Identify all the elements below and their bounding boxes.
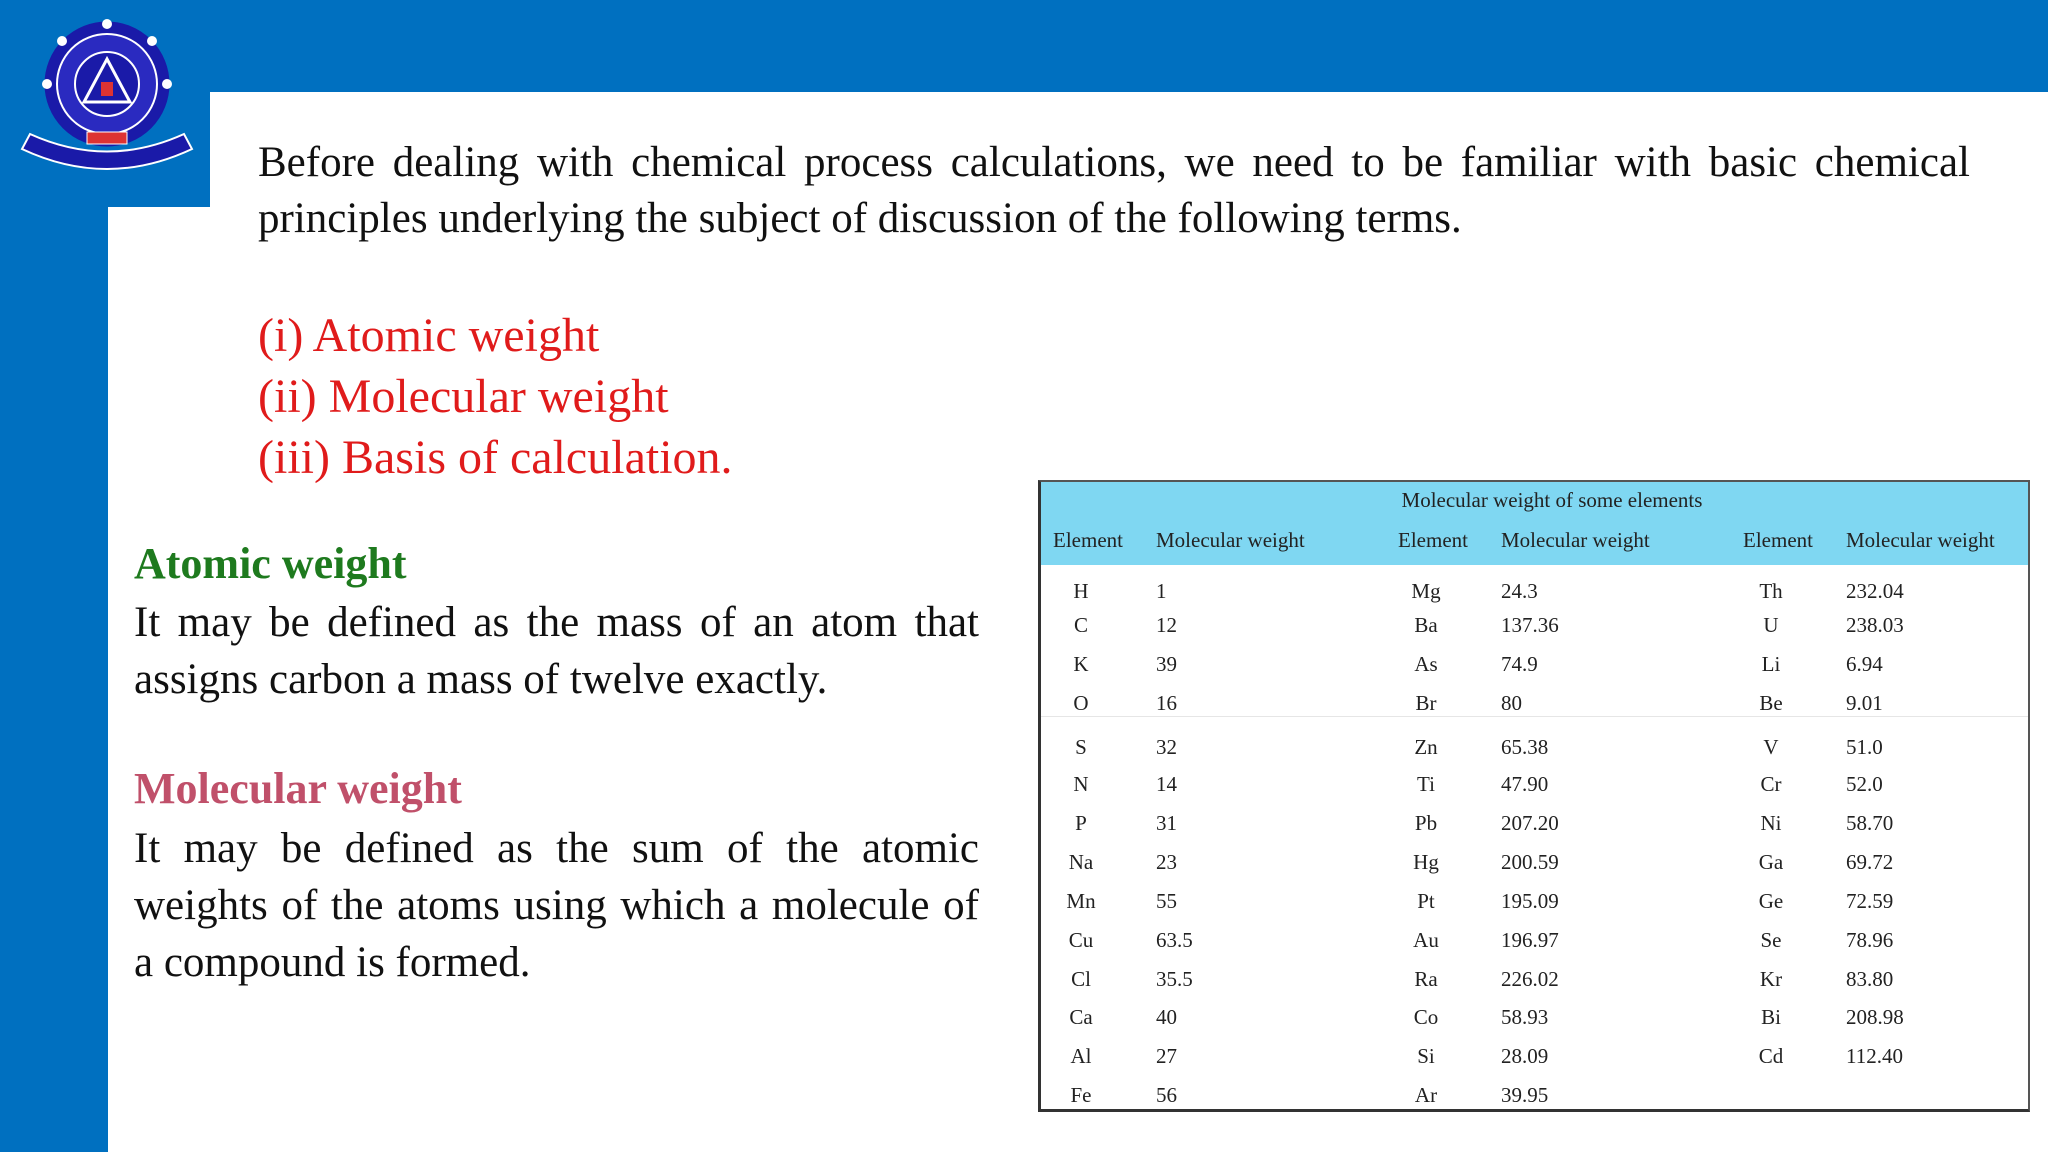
logo-container bbox=[0, 0, 210, 207]
element-symbol: Be bbox=[1759, 691, 1783, 715]
element-weight: 196.97 bbox=[1501, 928, 1559, 952]
element-symbol: Pb bbox=[1414, 811, 1438, 835]
table-title: Molecular weight of some elements bbox=[1401, 488, 1703, 512]
element-symbol: S bbox=[1075, 735, 1087, 759]
element-weight: 40 bbox=[1156, 1005, 1177, 1029]
element-symbol: Ga bbox=[1758, 850, 1784, 874]
column-header: Element bbox=[1053, 528, 1123, 552]
terms-list bbox=[258, 305, 733, 488]
element-weight: 208.98 bbox=[1846, 1005, 1904, 1029]
column-header: Element bbox=[1743, 528, 1813, 552]
element-symbol: Cd bbox=[1758, 1044, 1784, 1068]
column-header: Element bbox=[1398, 528, 1468, 552]
term-item: (i) Atomic weight bbox=[258, 309, 600, 362]
element-weight: 28.09 bbox=[1501, 1044, 1549, 1068]
element-symbol: V bbox=[1763, 735, 1779, 759]
atomic-weight-heading: Atomic weight bbox=[134, 539, 407, 588]
element-symbol: Cu bbox=[1068, 928, 1094, 952]
element-weight: 9.01 bbox=[1846, 691, 1883, 715]
institute-seal-icon bbox=[12, 4, 202, 194]
element-symbol: Na bbox=[1068, 850, 1094, 874]
element-weight: 207.20 bbox=[1501, 811, 1559, 835]
element-symbol: Pt bbox=[1417, 889, 1435, 913]
element-weight: 226.02 bbox=[1501, 967, 1559, 991]
element-symbol: Si bbox=[1417, 1044, 1435, 1068]
element-symbol: Mn bbox=[1066, 889, 1096, 913]
element-symbol: Fe bbox=[1070, 1083, 1092, 1107]
element-weight: 69.72 bbox=[1846, 850, 1894, 874]
element-symbol: Co bbox=[1413, 1005, 1439, 1029]
molecular-weight-heading: Molecular weight bbox=[134, 764, 462, 813]
element-symbol: Ge bbox=[1758, 889, 1784, 913]
element-weight: 58.93 bbox=[1501, 1005, 1549, 1029]
element-symbol: Al bbox=[1070, 1044, 1092, 1068]
element-symbol: P bbox=[1075, 811, 1087, 835]
element-weight: 112.40 bbox=[1846, 1044, 1903, 1068]
atomic-weight-definition: It may be defined as the mass of an atom that assigns carbon a mass of twelve exactly. bbox=[134, 599, 979, 703]
element-symbol: Zn bbox=[1414, 735, 1438, 759]
element-weight: 39 bbox=[1156, 652, 1177, 676]
element-symbol: Cr bbox=[1760, 772, 1782, 796]
element-weight: 65.38 bbox=[1501, 735, 1549, 759]
element-weight: 6.94 bbox=[1846, 652, 1883, 676]
molecular-weight-definition: It may be defined as the sum of the atomic weights of the atoms using which a molecule of a compound is formed. bbox=[134, 825, 979, 986]
column-header: Molecular weight bbox=[1501, 528, 1650, 552]
element-symbol: U bbox=[1763, 613, 1779, 637]
element-weight: 51.0 bbox=[1846, 735, 1883, 759]
element-weight: 35.5 bbox=[1156, 967, 1193, 991]
element-symbol: Br bbox=[1415, 691, 1437, 715]
intro-paragraph: Before dealing with chemical process calculations, we need to be familiar with basic chemical principles underlying the subject of discussion of the following terms. bbox=[258, 139, 1970, 242]
element-symbol: Hg bbox=[1413, 850, 1439, 874]
molecular-weight-table bbox=[1038, 480, 2030, 1112]
element-symbol: Ni bbox=[1760, 811, 1782, 835]
element-weight: 80 bbox=[1501, 691, 1522, 715]
element-symbol: K bbox=[1073, 652, 1089, 676]
element-symbol: N bbox=[1073, 772, 1089, 796]
element-weight: 137.36 bbox=[1501, 613, 1559, 637]
element-symbol: Li bbox=[1761, 652, 1781, 676]
element-weight: 232.04 bbox=[1846, 579, 1904, 603]
element-weight: 72.59 bbox=[1846, 889, 1894, 913]
element-symbol: Cl bbox=[1071, 967, 1091, 991]
element-weight: 55 bbox=[1156, 889, 1177, 913]
term-item: (ii) Molecular weight bbox=[258, 370, 669, 423]
element-weight: 78.96 bbox=[1846, 928, 1894, 952]
element-symbol: Se bbox=[1760, 928, 1782, 952]
element-symbol: O bbox=[1073, 691, 1089, 715]
element-symbol: As bbox=[1414, 652, 1438, 676]
element-weight: 47.90 bbox=[1501, 772, 1549, 796]
element-weight: 56 bbox=[1156, 1083, 1177, 1107]
element-symbol: Ar bbox=[1414, 1083, 1438, 1107]
element-weight: 58.70 bbox=[1846, 811, 1894, 835]
element-weight: 14 bbox=[1156, 772, 1177, 796]
element-symbol: Ra bbox=[1414, 967, 1438, 991]
element-weight: 31 bbox=[1156, 811, 1177, 835]
element-weight: 27 bbox=[1156, 1044, 1177, 1068]
element-weight: 63.5 bbox=[1156, 928, 1193, 952]
element-symbol: Au bbox=[1413, 928, 1439, 952]
element-symbol: Mg bbox=[1411, 579, 1441, 603]
term-item: (iii) Basis of calculation. bbox=[258, 431, 733, 484]
element-symbol: Bi bbox=[1761, 1005, 1781, 1029]
element-weight: 39.95 bbox=[1501, 1083, 1549, 1107]
element-weight: 23 bbox=[1156, 850, 1177, 874]
element-symbol: Th bbox=[1759, 579, 1783, 603]
element-symbol: Ba bbox=[1414, 613, 1438, 637]
table-header bbox=[1041, 482, 2028, 565]
element-symbol: Kr bbox=[1759, 967, 1783, 991]
element-weight: 12 bbox=[1156, 613, 1177, 637]
element-weight: 74.9 bbox=[1501, 652, 1538, 676]
element-weight: 52.0 bbox=[1846, 772, 1883, 796]
element-weight: 32 bbox=[1156, 735, 1177, 759]
element-weight: 238.03 bbox=[1846, 613, 1904, 637]
top-bar bbox=[0, 0, 2048, 92]
element-weight: 16 bbox=[1156, 691, 1177, 715]
element-symbol: Ti bbox=[1417, 772, 1435, 796]
element-weight: 83.80 bbox=[1846, 967, 1894, 991]
element-weight: 195.09 bbox=[1501, 889, 1559, 913]
element-symbol: H bbox=[1073, 579, 1089, 603]
element-symbol: C bbox=[1073, 613, 1088, 637]
element-weight: 200.59 bbox=[1501, 850, 1559, 874]
element-weight: 1 bbox=[1156, 579, 1167, 603]
element-symbol: Ca bbox=[1069, 1005, 1093, 1029]
column-header: Molecular weight bbox=[1156, 528, 1305, 552]
column-header: Molecular weight bbox=[1846, 528, 1995, 552]
row-divider bbox=[1041, 716, 2028, 717]
element-weight: 24.3 bbox=[1501, 579, 1538, 603]
